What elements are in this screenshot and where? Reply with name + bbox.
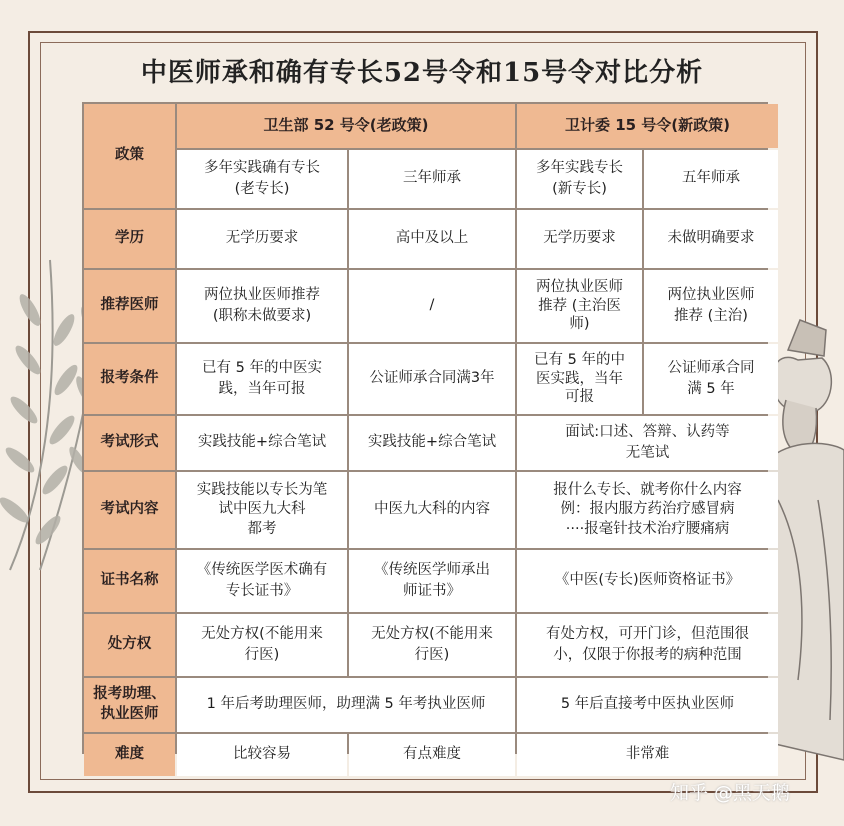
table-cell: 非常难 bbox=[517, 734, 778, 776]
table-cell: 公证师承合同 满 5 年 bbox=[644, 344, 778, 414]
table-cell: 有处方权，可开门诊，但范围很 小，仅限于你报考的病种范围 bbox=[517, 614, 778, 676]
comparison-table bbox=[82, 102, 768, 763]
table-cell: 已有 5 年的中医实 践，当年可报 bbox=[177, 344, 347, 414]
table-cell: 面试:口述、答辩、认药等 无笔试 bbox=[517, 416, 778, 470]
table-cell: 未做明确要求 bbox=[644, 210, 778, 268]
zhihu-watermark: 知乎 @黑天鹅 bbox=[670, 782, 791, 804]
table-cell: 1 年后考助理医师，助理满 5 年考执业医师 bbox=[177, 678, 515, 732]
row-label-difficulty: 难度 bbox=[84, 734, 175, 776]
table-cell: 实践技能+综合笔试 bbox=[177, 416, 347, 470]
table-cell: 公证师承合同满3年 bbox=[349, 344, 515, 414]
table-cell: 有点难度 bbox=[349, 734, 515, 776]
table-cell: 实践技能以专长为笔 试中医九大科 都考 bbox=[177, 472, 347, 548]
table-cell: / bbox=[349, 270, 515, 342]
subheader-new-expertise: 多年实践专长 (新专长) bbox=[517, 150, 642, 208]
row-label-education: 学历 bbox=[84, 210, 175, 268]
row-label-prescription-rights: 处方权 bbox=[84, 614, 175, 676]
policy-label: 政策 bbox=[84, 104, 175, 208]
table-cell: 无学历要求 bbox=[177, 210, 347, 268]
table-cell: 无处方权(不能用来 行医) bbox=[177, 614, 347, 676]
table-cell: 《中医(专长)医师资格证书》 bbox=[517, 550, 778, 612]
row-label-exam-format: 考试形式 bbox=[84, 416, 175, 470]
row-label-exam-content: 考试内容 bbox=[84, 472, 175, 548]
table-cell: 比较容易 bbox=[177, 734, 347, 776]
subheader-old-expertise: 多年实践确有专长 (老专长) bbox=[177, 150, 347, 208]
table-cell: 已有 5 年的中 医实践，当年 可报 bbox=[517, 344, 642, 414]
table-cell: 5 年后直接考中医执业医师 bbox=[517, 678, 778, 732]
table-cell: 两位执业医师 推荐 (主治) bbox=[644, 270, 778, 342]
old-policy-header: 卫生部 52 号令(老政策) bbox=[177, 104, 515, 148]
table-cell: 无学历要求 bbox=[517, 210, 642, 268]
table-cell: 报什么专长、就考你什么内容 例：报内服方药治疗感冒病 ····报毫针技术治疗腰痛病 bbox=[517, 472, 778, 548]
table-cell: 实践技能+综合笔试 bbox=[349, 416, 515, 470]
new-policy-header: 卫计委 15 号令(新政策) bbox=[517, 104, 778, 148]
table-cell: 《传统医学医术确有 专长证书》 bbox=[177, 550, 347, 612]
table-cell: 高中及以上 bbox=[349, 210, 515, 268]
table-cell: 中医九大科的内容 bbox=[349, 472, 515, 548]
table-cell: 《传统医学师承出 师证书》 bbox=[349, 550, 515, 612]
row-label-eligibility: 报考条件 bbox=[84, 344, 175, 414]
subheader-five-year-mentorship: 五年师承 bbox=[644, 150, 778, 208]
row-label-certificate: 证书名称 bbox=[84, 550, 175, 612]
table-cell: 两位执业医师 推荐 (主治医 师) bbox=[517, 270, 642, 342]
subheader-three-year-mentorship: 三年师承 bbox=[349, 150, 515, 208]
row-label-physician-exam: 报考助理、 执业医师 bbox=[84, 678, 175, 732]
page-title: 中医师承和确有专长52号令和15号令对比分析 bbox=[140, 58, 704, 88]
row-label-recommending-doctor: 推荐医师 bbox=[84, 270, 175, 342]
table-cell: 无处方权(不能用来 行医) bbox=[349, 614, 515, 676]
table-cell: 两位执业医师推荐 (职称未做要求) bbox=[177, 270, 347, 342]
